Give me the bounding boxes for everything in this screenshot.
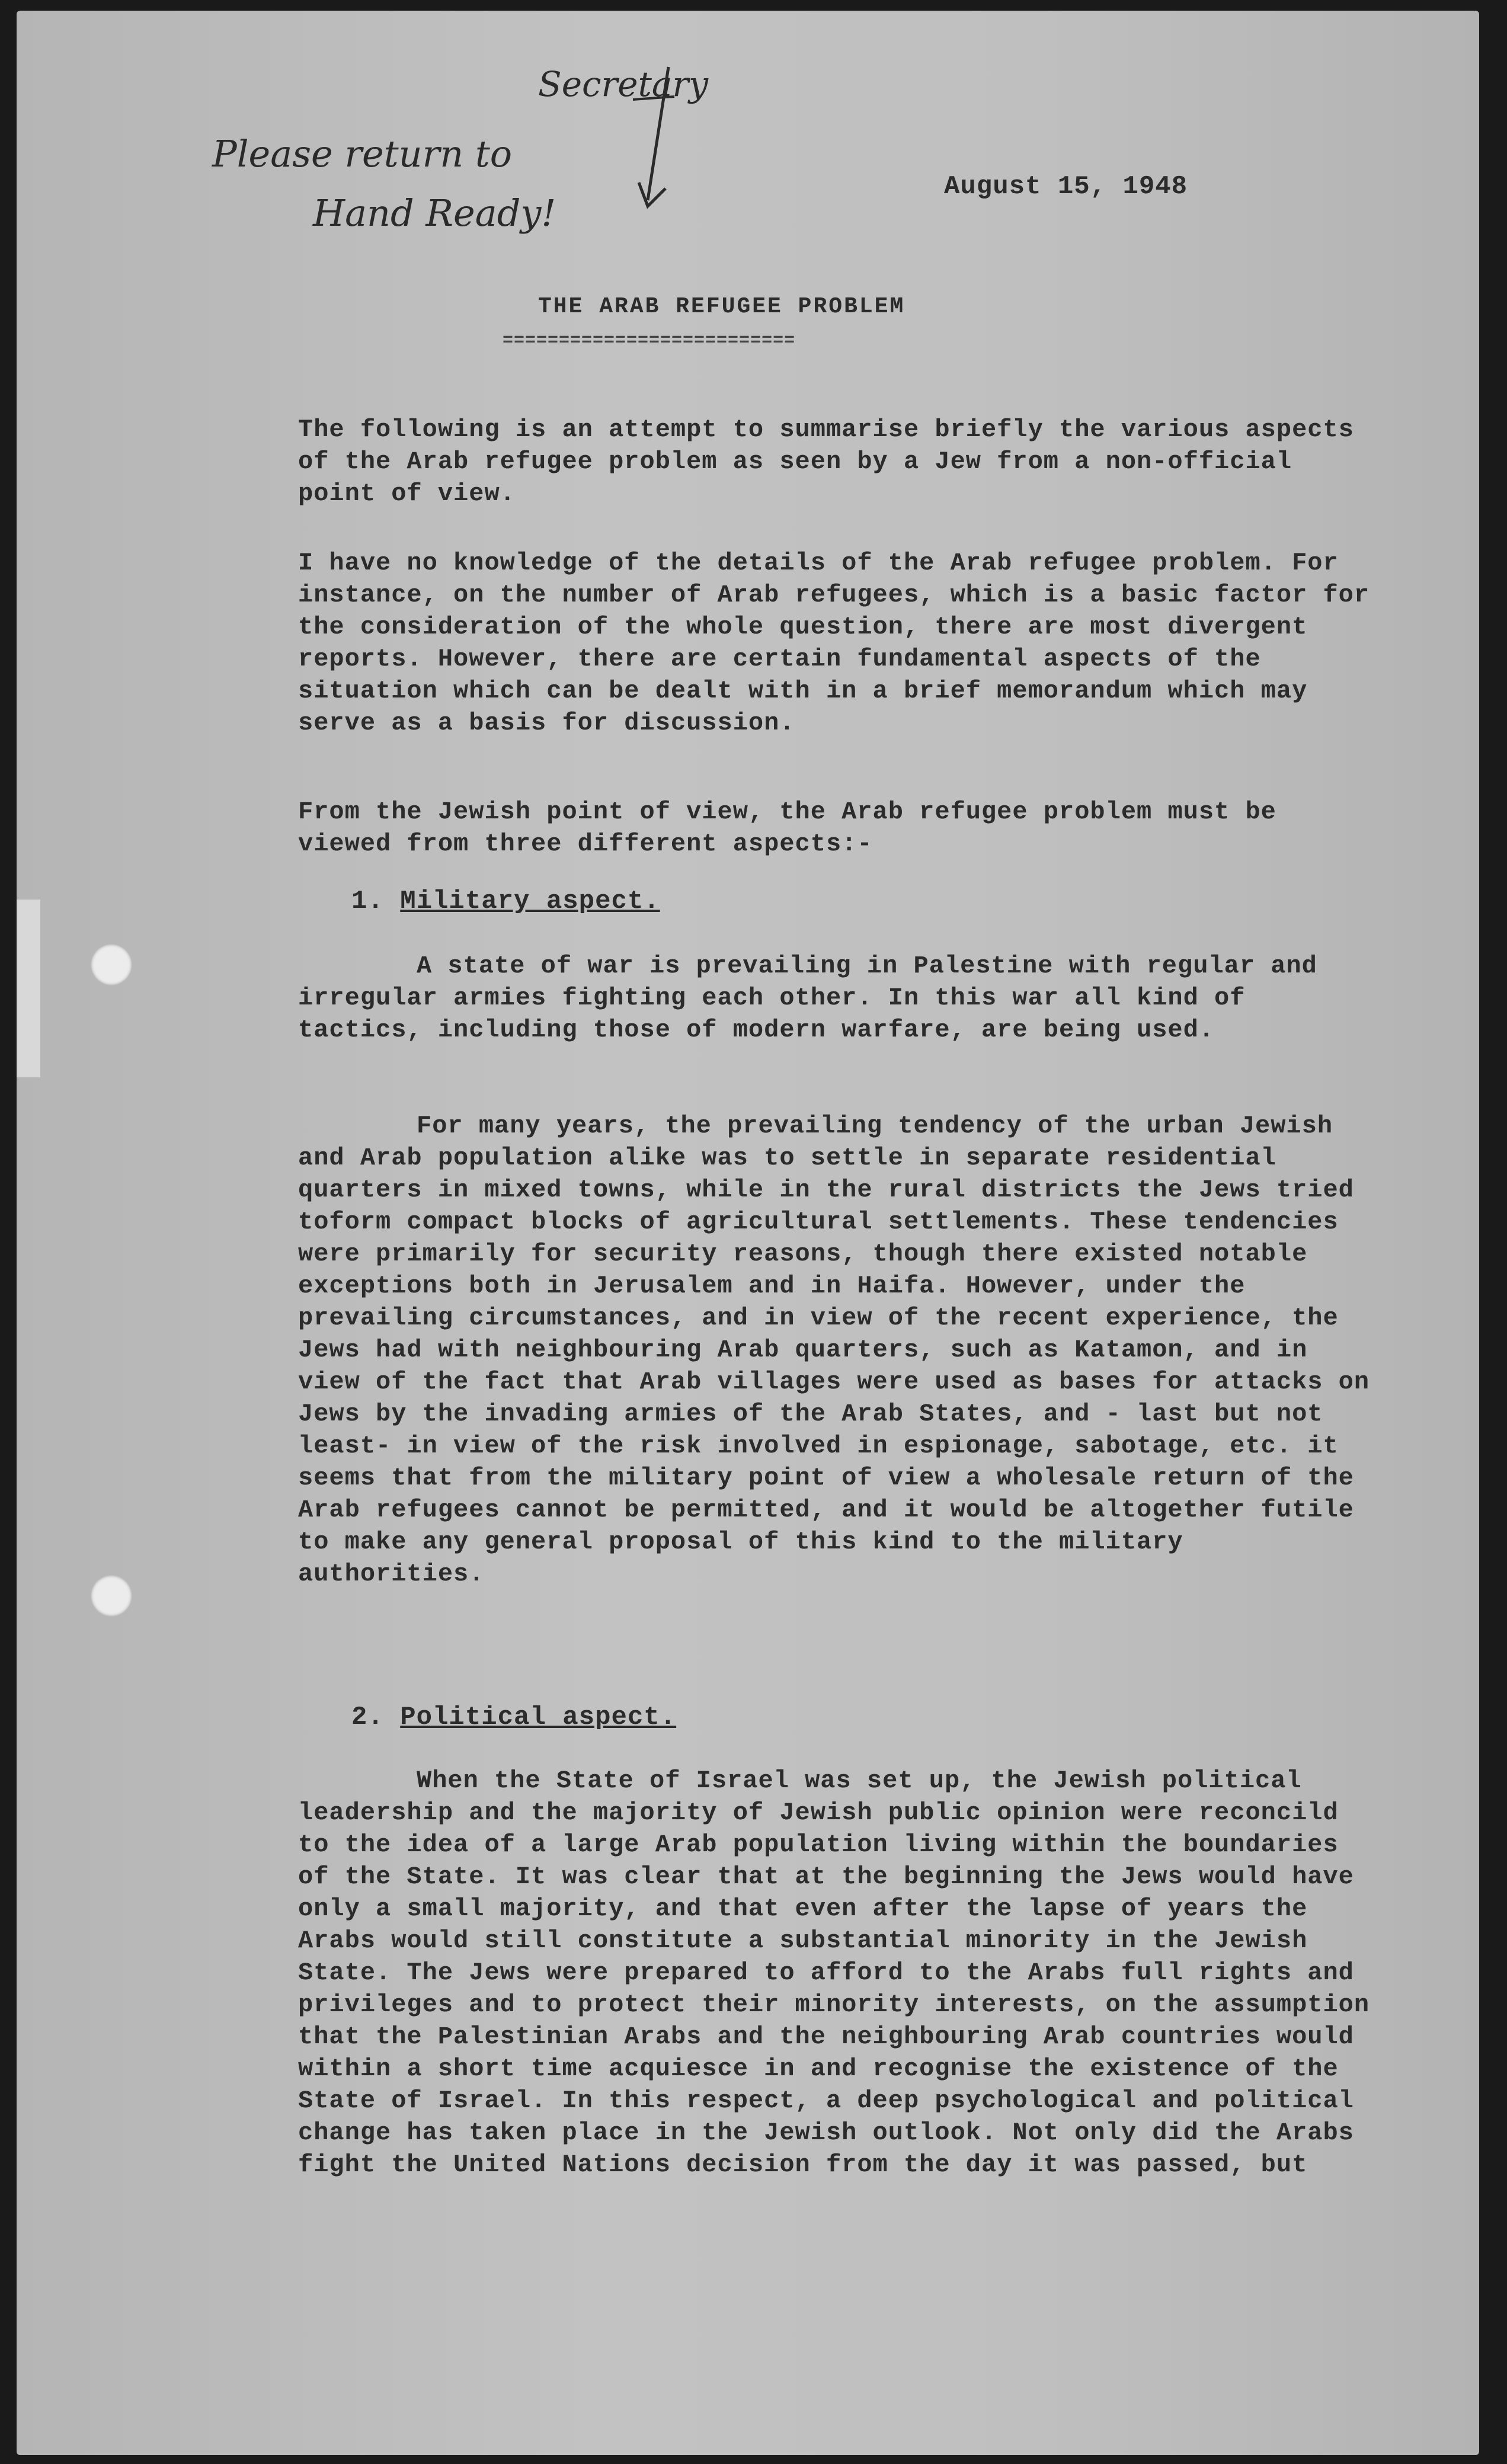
handwritten-arrow-icon xyxy=(633,64,680,218)
heading-political xyxy=(351,1703,676,1732)
paragraph-knowledge: I have no knowledge of the details of the Arab refugee problem. For instance, on the number of Arab refugees, which is a basic factor for the consideration of the whole question, there are most divergent reports. However, there are certain fundamental aspects of the situation which can be dealt with in a brief memorandum which may serve as a basis for discussion. xyxy=(298,549,1370,737)
handwritten-note-line2: Hand Ready! xyxy=(313,191,556,235)
heading-military-number: 1. xyxy=(351,887,384,916)
title-underline: ========================== xyxy=(503,331,796,351)
punch-hole-top xyxy=(91,944,132,985)
document-date: August 15, 1948 xyxy=(944,172,1188,201)
paragraph-intro: The following is an attempt to summarise briefly the various aspects of the Arab refugee problem as seen by a Jew from a non-official point of view. xyxy=(298,415,1354,508)
heading-military xyxy=(351,887,660,916)
paragraph-military-1: A state of war is prevailing in Palestine with regular and irregular armies fighting each other. In this war all kind of tactics, including those of modern warfare, are being used. xyxy=(298,952,1317,1044)
heading-military-label: Military aspect. xyxy=(400,887,660,916)
document-page xyxy=(17,11,1479,2455)
heading-political-number: 2. xyxy=(351,1703,384,1732)
torn-edge xyxy=(17,900,40,1077)
paragraph-political-1: When the State of Israel was set up, the Jewish political leadership and the majority of Jewish public opinion were reconcild to the idea of a large Arab population living within the boundaries of the State. It was clear that at the beginning the Jews would have only a small majority, and that even after the lapse of years the Arabs would still constitute a substantial minority in the Jewish State. The Jews were prepared to afford to the Arabs full rights and privileges and to protect their minority interests, on the assumption that the Palestinian Arabs and the neighbouring Arab countries would within a short time acquiesce in and recognise the existence of the State of Israel. In this respect, a deep psychological and political change has taken place in the Jewish outlook. Not only did the Arabs fight the United Nations decision from the day it was passed, but xyxy=(298,1767,1370,2179)
heading-political-label: Political aspect. xyxy=(400,1703,677,1732)
paragraph-military-2: For many years, the prevailing tendency of the urban Jewish and Arab population alike was to settle in separate residential quarters in mixed towns, while in the rural districts the Jews tried toform compact blocks of agricultural settlements. These tendencies were primarily for security reasons, though there existed notable exceptions both in Jerusalem and in Haifa. However, under the prevailing circumstances, and in view of the recent experience, the Jews had with neighbouring Arab quarters, such as Katamon, and in view of the fact that Arab villages were used as bases for attacks on Jews by the invading armies of the Arab States, and - last but not least- in view of the risk involved in espionage, sabotage, etc. it seems that from the military point of view a wholesale return of the Arab refugees cannot be permitted, and it would be altogether futile to make any general proposal of this kind to the military authorities. xyxy=(298,1112,1370,1588)
paragraph-viewpoint: From the Jewish point of view, the Arab refugee problem must be viewed from three different aspects:- xyxy=(298,798,1276,858)
handwritten-note-line1: Please return to xyxy=(212,132,513,175)
punch-hole-bottom xyxy=(91,1575,132,1617)
document-title: THE ARAB REFUGEE PROBLEM xyxy=(538,294,906,319)
handwritten-word-top: Secretary xyxy=(538,64,708,104)
